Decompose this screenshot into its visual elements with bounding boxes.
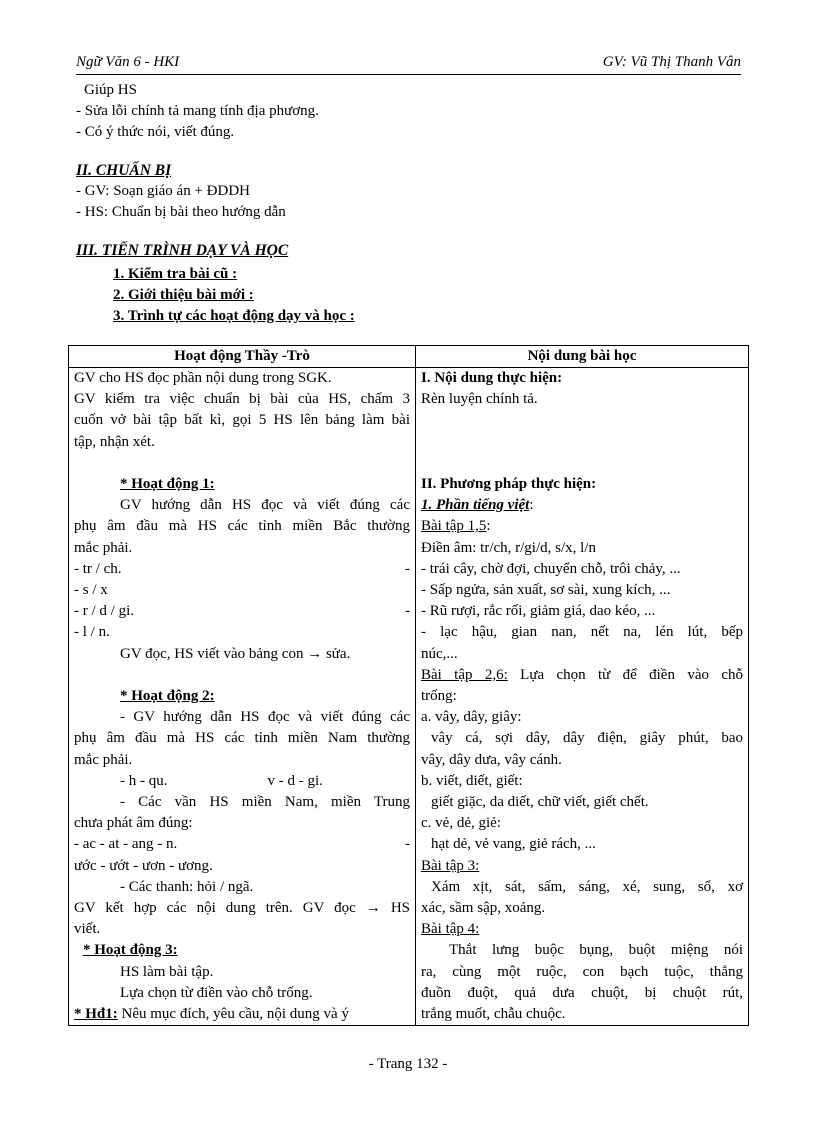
activity-line: - s / x [74, 582, 108, 599]
activity-line: phụ âm đầu mà HS các tỉnh miền Nam thường [74, 730, 410, 747]
section-heading-process: III. TIẾN TRÌNH DẠY VÀ HỌC [76, 242, 289, 259]
content-line: trống: [421, 688, 457, 704]
content-exercise: Bài tập 4: [421, 921, 480, 938]
step-item: 2. Giới thiệu bài mới : [113, 287, 254, 303]
content-line: hạt dẻ, vẻ vang, giẻ rách, ... [431, 836, 596, 853]
content-exercise: Bài tập 3: [421, 857, 480, 874]
activity-line: - r / d / gi. - [74, 603, 410, 620]
header-teacher: GV: Vũ Thị Thanh Vân [602, 54, 741, 70]
prep-line: - GV: Soạn giáo án + ĐDDH [76, 183, 250, 199]
page-number: - Trang 132 - [368, 1056, 448, 1072]
content-line: đuồn đuột, quả dưa chuột, bị chuột rút, [421, 984, 743, 1001]
content-line: - trái cây, chờ đợi, chuyển chỗ, trôi chảy, ... [421, 560, 681, 577]
activity-line: - h - qu. v - d - gi. [120, 772, 323, 789]
activity-line: - Các thanh: hỏi / ngã. [120, 878, 254, 895]
page-header [76, 54, 741, 75]
activity-line: phụ âm đầu mà HS các tỉnh miền Bắc thường [74, 518, 410, 535]
content-line: Điền âm: tr/ch, r/gi/d, s/x, l/n [421, 539, 596, 556]
content-line: - Rũ rượi, rắc rối, giảm giá, dao kéo, ... [421, 603, 656, 620]
section-heading-prep: II. CHUẨN BỊ [76, 162, 172, 179]
activity-heading: * Hoạt động 1: [120, 476, 215, 492]
activity-line: mắc phải. [74, 751, 133, 768]
activity-line: cuốn vở bài tập bất kì, gọi 5 HS lên bảng làm bài [74, 412, 410, 429]
content-line: - Sấp ngửa, sản xuất, sơ sài, xung kích, ... [421, 581, 671, 598]
content-line: trắng muốt, chẫu chuộc. [421, 1006, 566, 1023]
content-line: vây cá, sợi dây, dây điện, giây phút, bao [431, 730, 743, 747]
activity-line: HS làm bài tập. [120, 963, 214, 980]
intro-section [76, 80, 756, 327]
content-exercise: Bài tập 1,5: [421, 518, 491, 535]
activity-line: GV kết hợp các nội dung trên. GV đọc → HS [74, 900, 410, 917]
content-cell [416, 368, 749, 1026]
header-subject: Ngữ Văn 6 - HKI [76, 54, 180, 70]
intro-line: Giúp HS [84, 82, 137, 98]
column-header-activities: Hoạt động Thầy -Trò [69, 346, 416, 368]
content-line: xác, sầm sập, xoảng. [421, 900, 546, 917]
activity-heading: * Hoạt động 2: [120, 688, 215, 705]
content-line: Thắt lưng buộc bụng, buột miệng nói [449, 942, 743, 959]
content-line: ra, cùng một ruộc, con bạch tuộc, thẳng [421, 963, 743, 980]
intro-line: - Sửa lỗi chính tả mang tính địa phương. [76, 103, 319, 119]
activity-line: ước - ướt - ươn - ương. [74, 857, 213, 874]
content-heading: I. Nội dung thực hiện: [421, 370, 563, 386]
activity-line: GV hướng dẫn HS đọc và viết đúng các [120, 497, 410, 514]
activity-line: - Các vần HS miền Nam, miền Trung [120, 794, 410, 811]
prep-line: - HS: Chuẩn bị bài theo hướng dẫn [76, 204, 286, 220]
content-line: - lạc hậu, gian nan, nết na, lén lút, bếp [421, 624, 743, 641]
activity-line: GV cho HS đọc phần nội dung trong SGK. [74, 370, 332, 386]
content-line: Rèn luyện chính tả. [421, 391, 538, 408]
content-line: c. vẻ, dẻ, giẻ: [421, 815, 501, 832]
content-exercise: Bài tập 2,6: Lựa chọn từ để điền vào chỗ [421, 666, 743, 683]
activity-line: viết. [74, 921, 101, 938]
content-line: vây, dây dưa, vây cánh. [421, 751, 562, 768]
content-line: Xám xịt, sát, sấm, sáng, xé, sung, sổ, xơ [431, 878, 743, 895]
activity-line: - tr / ch. - [74, 560, 410, 577]
content-line: b. viết, diết, giết: [421, 772, 523, 789]
activities-cell [69, 368, 416, 1026]
content-line: giết giặc, da diết, chữ viết, giết chết. [431, 794, 649, 811]
activity-line: * Hđ1: Nêu mục đích, yêu cầu, nội dung và ý [74, 1006, 349, 1023]
activity-line: tập, nhận xét. [74, 433, 155, 450]
step-item: 3. Trình tự các hoạt động dạy và học : [113, 308, 355, 324]
lesson-table [68, 345, 749, 1026]
activity-line: Lựa chọn từ điền vào chỗ trống. [120, 984, 313, 1001]
activity-line: mắc phải. [74, 539, 133, 556]
activity-line: - GV hướng dẫn HS đọc và viết đúng các [120, 709, 410, 726]
activity-line: GV đọc, HS viết vào bảng con → sửa. [120, 645, 351, 662]
activity-line: chưa phát âm đúng: [74, 815, 193, 832]
content-line: núc,... [421, 645, 458, 662]
activity-line: - l / n. [74, 624, 110, 641]
content-line: a. vây, dây, giây: [421, 709, 522, 726]
activity-heading: * Hoạt động 3: [83, 942, 178, 959]
intro-line: - Có ý thức nói, viết đúng. [76, 124, 235, 140]
step-item: 1. Kiểm tra bài cũ : [113, 266, 238, 282]
content-heading: II. Phương pháp thực hiện: [421, 475, 597, 492]
column-header-content: Nội dung bài học [416, 346, 749, 368]
activity-line: - ac - at - ang - n. - [74, 836, 410, 853]
activity-line: GV kiểm tra việc chuẩn bị bài của HS, chấm 3 [74, 391, 410, 408]
content-subheading: 1. Phần tiếng việt: [421, 497, 534, 514]
